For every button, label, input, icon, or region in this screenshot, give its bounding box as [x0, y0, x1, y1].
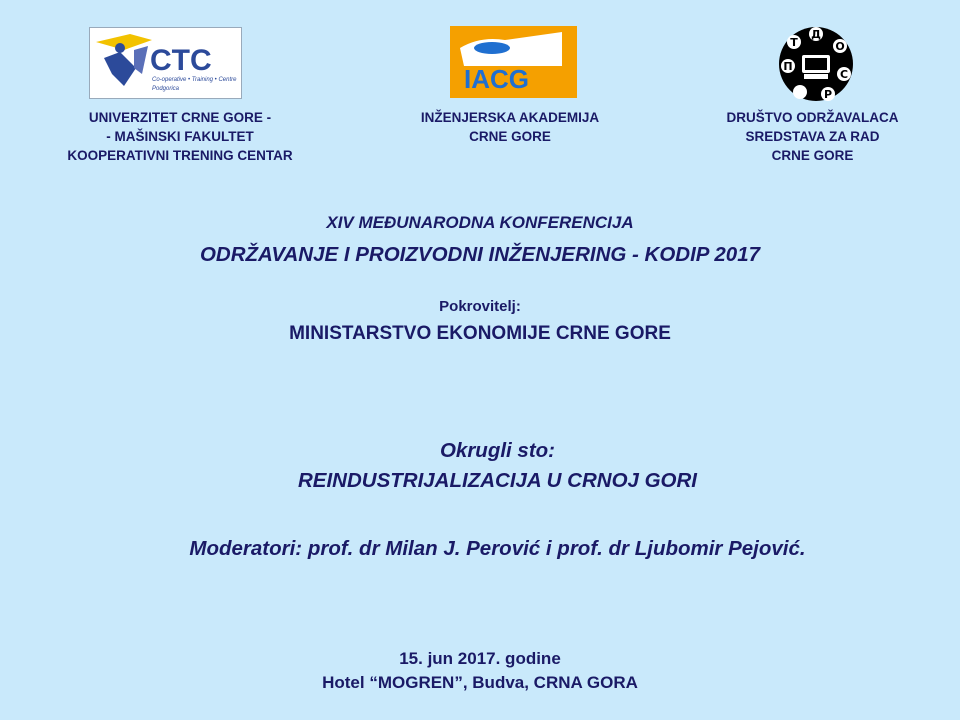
svg-text:Д: Д	[811, 28, 821, 41]
org-line: UNIVERZITET CRNE GORE -	[88, 110, 272, 125]
org-line: CRNE GORE	[771, 148, 854, 163]
org-line: SREDSTAVA ZA RAD	[745, 129, 880, 144]
roundtable-label: Okrugli sto:	[439, 439, 556, 462]
moderators: Moderatori: prof. dr Milan J. Perović i prof. dr Ljubomir Pejović.	[189, 537, 806, 560]
svg-text:О: О	[835, 40, 845, 53]
conference-title: ODRŽAVANJE I PROIZVODNI INŽENJERING - KODIP 2017	[199, 243, 761, 266]
org-society	[685, 108, 940, 165]
event-place: Hotel “MOGREN”, Budva, CRNA GORA	[322, 673, 638, 692]
ctc-logo-text: CTC	[150, 44, 212, 77]
org-line: KOOPERATIVNI TRENING CENTAR	[67, 148, 293, 163]
sponsor-name: MINISTARSTVO EKONOMIJE CRNE GORE	[289, 323, 671, 344]
iacg-logo	[450, 26, 577, 98]
iacg-logo-text: IACG	[464, 64, 529, 94]
svg-text:Т: Т	[790, 36, 798, 49]
sponsor-label: Pokrovitelj:	[439, 298, 521, 315]
org-university	[30, 108, 330, 165]
roundtable-title: REINDUSTRIJALIZACIJA U CRNOJ GORI	[297, 469, 698, 492]
ctc-logo-sub: Co-operative • Training • Centre	[152, 77, 237, 83]
org-line: CRNE GORE	[469, 129, 551, 144]
conference-subtitle: XIV MEĐUNARODNA KONFERENCIJA	[326, 213, 634, 232]
org-line: INŽENJERSKA AKADEMIJA	[420, 110, 600, 125]
ctc-logo	[89, 27, 242, 99]
org-line: - MAŠINSKI FAKULTET	[106, 129, 254, 144]
org-line: DRUŠTVO ODRŽAVALACA	[726, 110, 899, 125]
org-academy	[365, 108, 655, 146]
svg-text:С: С	[839, 68, 849, 81]
event-date: 15. jun 2017. godine	[399, 649, 561, 668]
svg-text:Р: Р	[823, 88, 833, 101]
odrzavalaca-logo	[776, 24, 856, 104]
ctc-logo-city: Podgorica	[152, 86, 180, 92]
svg-text:П: П	[783, 60, 793, 73]
